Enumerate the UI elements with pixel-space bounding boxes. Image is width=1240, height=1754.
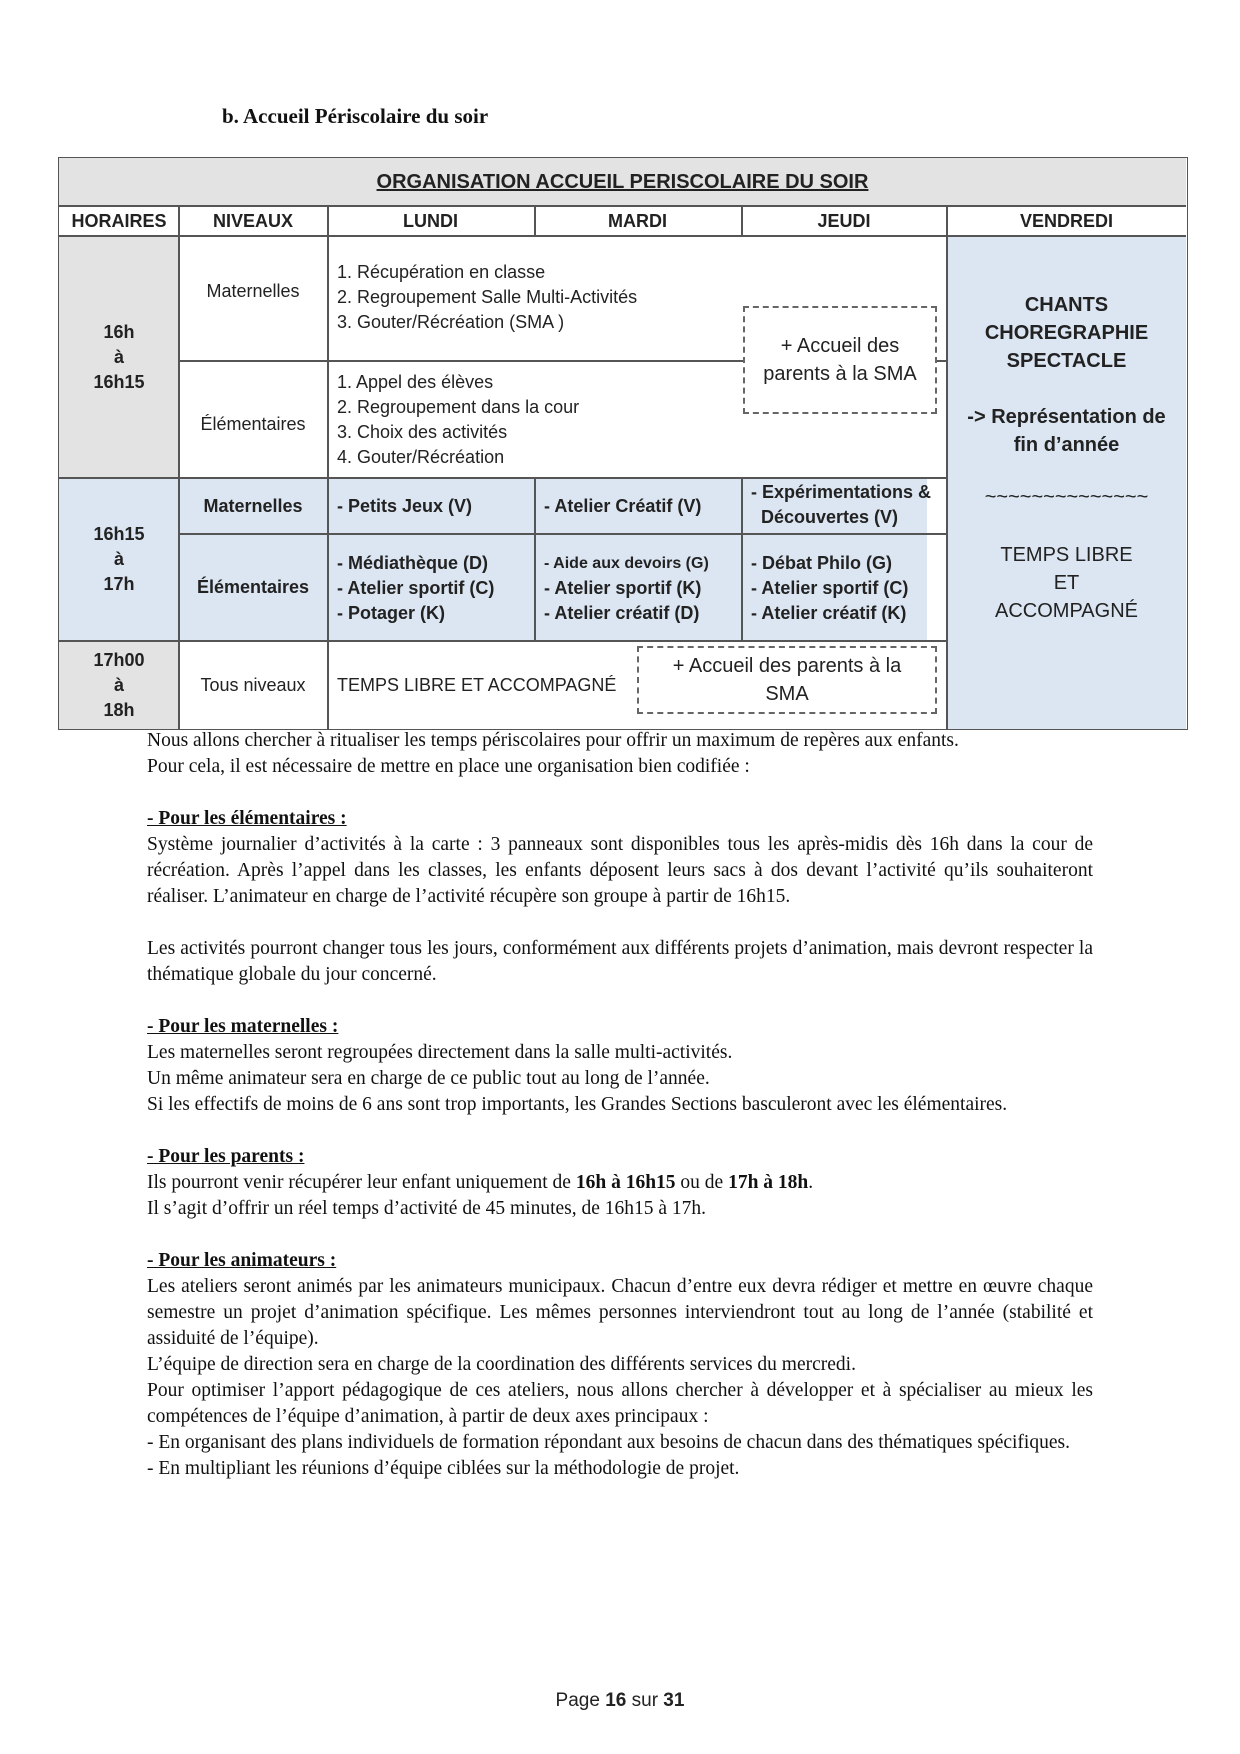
vendredi-representation-line: fin d’année	[1013, 434, 1120, 456]
slot1-accueil-box	[743, 306, 937, 414]
slot3-time	[59, 641, 179, 729]
table-line	[59, 640, 947, 642]
list-item: - Potager (K)	[337, 603, 445, 623]
elementaires-heading: - Pour les élémentaires :	[147, 808, 347, 829]
animateurs-line: Pour optimiser l’apport pédagogique de ces ateliers, nous allons chercher à développer et à spécialiser au mieux les compétences de l’équipe d’animation, à partir de deux axes principaux :	[147, 1380, 1093, 1427]
page-footer	[0, 1690, 1240, 1712]
body-text	[147, 728, 1093, 1482]
table-line	[59, 235, 1186, 237]
elementaires-paragraph: Système journalier d’activités à la carte : 3 panneaux sont disponibles tous les après-midis dès 16h dans la cour de récréation. Après l’appel dans les classes, les enfants déposent leurs sacs à dos devant l’activité qu’ils souhaiteront réaliser. L’animateur en charge de l’activité récupère son groupe à partir de 16h15.	[147, 834, 1093, 907]
accueil-line: + Accueil des parents à la	[672, 655, 902, 677]
vendredi-content	[947, 236, 1186, 729]
slot3-text: TEMPS LIBRE ET ACCOMPAGNÉ	[337, 674, 617, 695]
slot2-elementaires-jeudi	[751, 551, 947, 626]
slot3-time-start: 17h00	[93, 649, 145, 670]
slot2-maternelles-lundi: - Petits Jeux (V)	[337, 495, 473, 516]
table-line	[534, 478, 536, 641]
table-title-text: ORGANISATION ACCUEIL PERISCOLAIRE DU SOIR	[376, 170, 869, 193]
slot2-time-sep: à	[113, 549, 124, 569]
vendredi-activity	[985, 291, 1148, 375]
parents-time-1: 16h à 16h15	[575, 1172, 676, 1193]
animateurs-line: Les ateliers seront animés par les animateurs municipaux. Chacun d’entre eux devra rédiger et mettre en œuvre chaque semestre un projet d’animation spécifique. Les mêmes personnes interviendront tout au long de l’année (stabilité et assiduité de l’équipe).	[147, 1276, 1093, 1349]
animateurs-line: - En organisant des plans individuels de formation répondant aux besoins de chacun dans des thématiques spécifiques.	[147, 1432, 1070, 1453]
header-horaires: HORAIRES	[71, 210, 167, 231]
vendredi-free-line: TEMPS LIBRE	[1000, 544, 1133, 566]
maternelles-heading: - Pour les maternelles :	[147, 1016, 339, 1037]
table-line	[327, 206, 329, 729]
table-line	[178, 206, 180, 729]
slot3-time-sep: à	[113, 674, 124, 695]
list-item: 2. Regroupement dans la cour	[337, 397, 580, 417]
table-line	[59, 477, 947, 479]
animateurs-heading: - Pour les animateurs :	[147, 1250, 337, 1271]
parents-text: .	[808, 1172, 814, 1193]
slot1-elementaires-list	[337, 370, 737, 470]
header-jeudi: JEUDI	[817, 210, 871, 231]
table-line	[59, 205, 1186, 207]
maternelles-line: Si les effectifs de moins de 6 ans sont trop importants, les Grandes Sections basculeront avec les élémentaires.	[147, 1094, 1008, 1115]
table-line	[179, 533, 947, 535]
accueil-line: SMA	[765, 683, 809, 705]
parents-text: ou de	[675, 1172, 729, 1193]
footer-middle: sur	[626, 1690, 664, 1711]
accueil-line: parents à la SMA	[763, 363, 917, 385]
vendredi-representation	[967, 403, 1165, 459]
list-item: Découvertes (V)	[761, 507, 899, 527]
animateurs-line: - En multipliant les réunions d’équipe ciblées sur la méthodologie de projet.	[147, 1458, 740, 1479]
list-item: 4. Gouter/Récréation	[337, 447, 505, 467]
table-line	[534, 206, 536, 236]
parents-heading: - Pour les parents :	[147, 1146, 305, 1167]
vendredi-free-line: ET	[1053, 572, 1080, 594]
footer-current-page: 16	[605, 1690, 627, 1711]
list-item: - Débat Philo (G)	[751, 553, 892, 573]
slot2-elementaires-mardi	[544, 551, 739, 626]
table-line	[946, 206, 948, 729]
header-vendredi: VENDREDI	[1019, 210, 1113, 231]
maternelles-line: Un même animateur sera en charge de ce public tout au long de l’année.	[147, 1068, 710, 1089]
intro-line: Pour cela, il est nécessaire de mettre en place une organisation bien codifiée :	[147, 756, 750, 777]
slot1-time-start: 16h	[103, 321, 135, 342]
slot1-maternelles-label: Maternelles	[206, 281, 300, 301]
list-item: 2. Regroupement Salle Multi-Activités	[337, 287, 638, 307]
slot3-accueil-box	[637, 646, 937, 714]
vendredi-free-time	[995, 541, 1138, 625]
slot1-elementaires-label: Élémentaires	[200, 414, 306, 434]
list-item: 3. Choix des activités	[337, 422, 508, 442]
list-item: - Atelier sportif (K)	[544, 578, 702, 598]
list-item: - Atelier créatif (K)	[751, 603, 907, 623]
list-item: 3. Gouter/Récréation (SMA )	[337, 312, 565, 332]
list-item: 1. Appel des élèves	[337, 372, 494, 392]
list-item: - Atelier créatif (D)	[544, 603, 700, 623]
parents-line	[147, 1170, 1093, 1196]
maternelles-line: Les maternelles seront regroupées directement dans la salle multi-activités.	[147, 1042, 733, 1063]
list-item: 1. Récupération en classe	[337, 262, 546, 282]
footer-prefix: Page	[555, 1690, 606, 1711]
schedule-table	[58, 157, 1188, 730]
slot2-maternelles-jeudi	[751, 480, 947, 530]
slot2-time-end: 17h	[103, 574, 135, 594]
slot1-time-end: 16h15	[93, 371, 145, 392]
table-line	[741, 206, 743, 236]
header-lundi: LUNDI	[403, 210, 458, 231]
parents-line: Il s’agit d’offrir un réel temps d’activité de 45 minutes, de 16h15 à 17h.	[147, 1198, 707, 1219]
vendredi-title-line: CHANTS	[1024, 294, 1109, 316]
slot3-label: Tous niveaux	[200, 674, 306, 695]
vendredi-separator: ~~~~~~~~~~~~~~	[984, 486, 1149, 508]
vendredi-title-line: SPECTACLE	[1006, 350, 1127, 372]
slot2-time	[59, 478, 179, 641]
vendredi-title-line: CHOREGRAPHIE	[984, 322, 1149, 344]
list-item: - Aide aux devoirs (G)	[544, 555, 709, 572]
slot2-elementaires-lundi	[337, 551, 532, 626]
slot1-time-sep: à	[113, 346, 124, 367]
list-item: - Expérimentations &	[751, 482, 932, 502]
table-title	[59, 158, 1186, 206]
vendredi-representation-line: -> Représentation de	[967, 406, 1166, 428]
slot2-time-start: 16h15	[93, 524, 145, 544]
list-item: - Médiathèque (D)	[337, 553, 488, 573]
intro-line: Nous allons chercher à ritualiser les temps périscolaires pour offrir un maximum de repères aux enfants.	[147, 730, 959, 751]
slot1-maternelles-list	[337, 260, 757, 335]
animateurs-line: L’équipe de direction sera en charge de la coordination des différents services du mercredi.	[147, 1354, 856, 1375]
slot1-time	[59, 236, 179, 478]
header-niveaux: NIVEAUX	[212, 210, 293, 231]
section-heading: b. Accueil Périscolaire du soir	[222, 104, 489, 128]
footer-total-pages: 31	[663, 1690, 685, 1711]
header-mardi: MARDI	[608, 210, 667, 231]
parents-text: Ils pourront venir récupérer leur enfant uniquement de	[147, 1172, 576, 1193]
slot2-maternelles-label: Maternelles	[203, 495, 303, 516]
accueil-line: + Accueil des	[780, 335, 900, 357]
list-item: - Atelier sportif (C)	[337, 578, 495, 598]
list-item: - Atelier sportif (C)	[751, 578, 909, 598]
table-line	[741, 478, 743, 641]
vendredi-free-line: ACCOMPAGNÉ	[995, 600, 1138, 622]
parents-time-2: 17h à 18h	[728, 1172, 809, 1193]
slot3-time-end: 18h	[103, 699, 135, 720]
elementaires-paragraph: Les activités pourront changer tous les jours, conformément aux différents projets d’animation, mais devront respecter la thématique globale du jour concerné.	[147, 938, 1093, 985]
slot2-elementaires-label: Élémentaires	[196, 577, 310, 597]
slot2-maternelles-mardi: - Atelier Créatif (V)	[544, 495, 702, 516]
